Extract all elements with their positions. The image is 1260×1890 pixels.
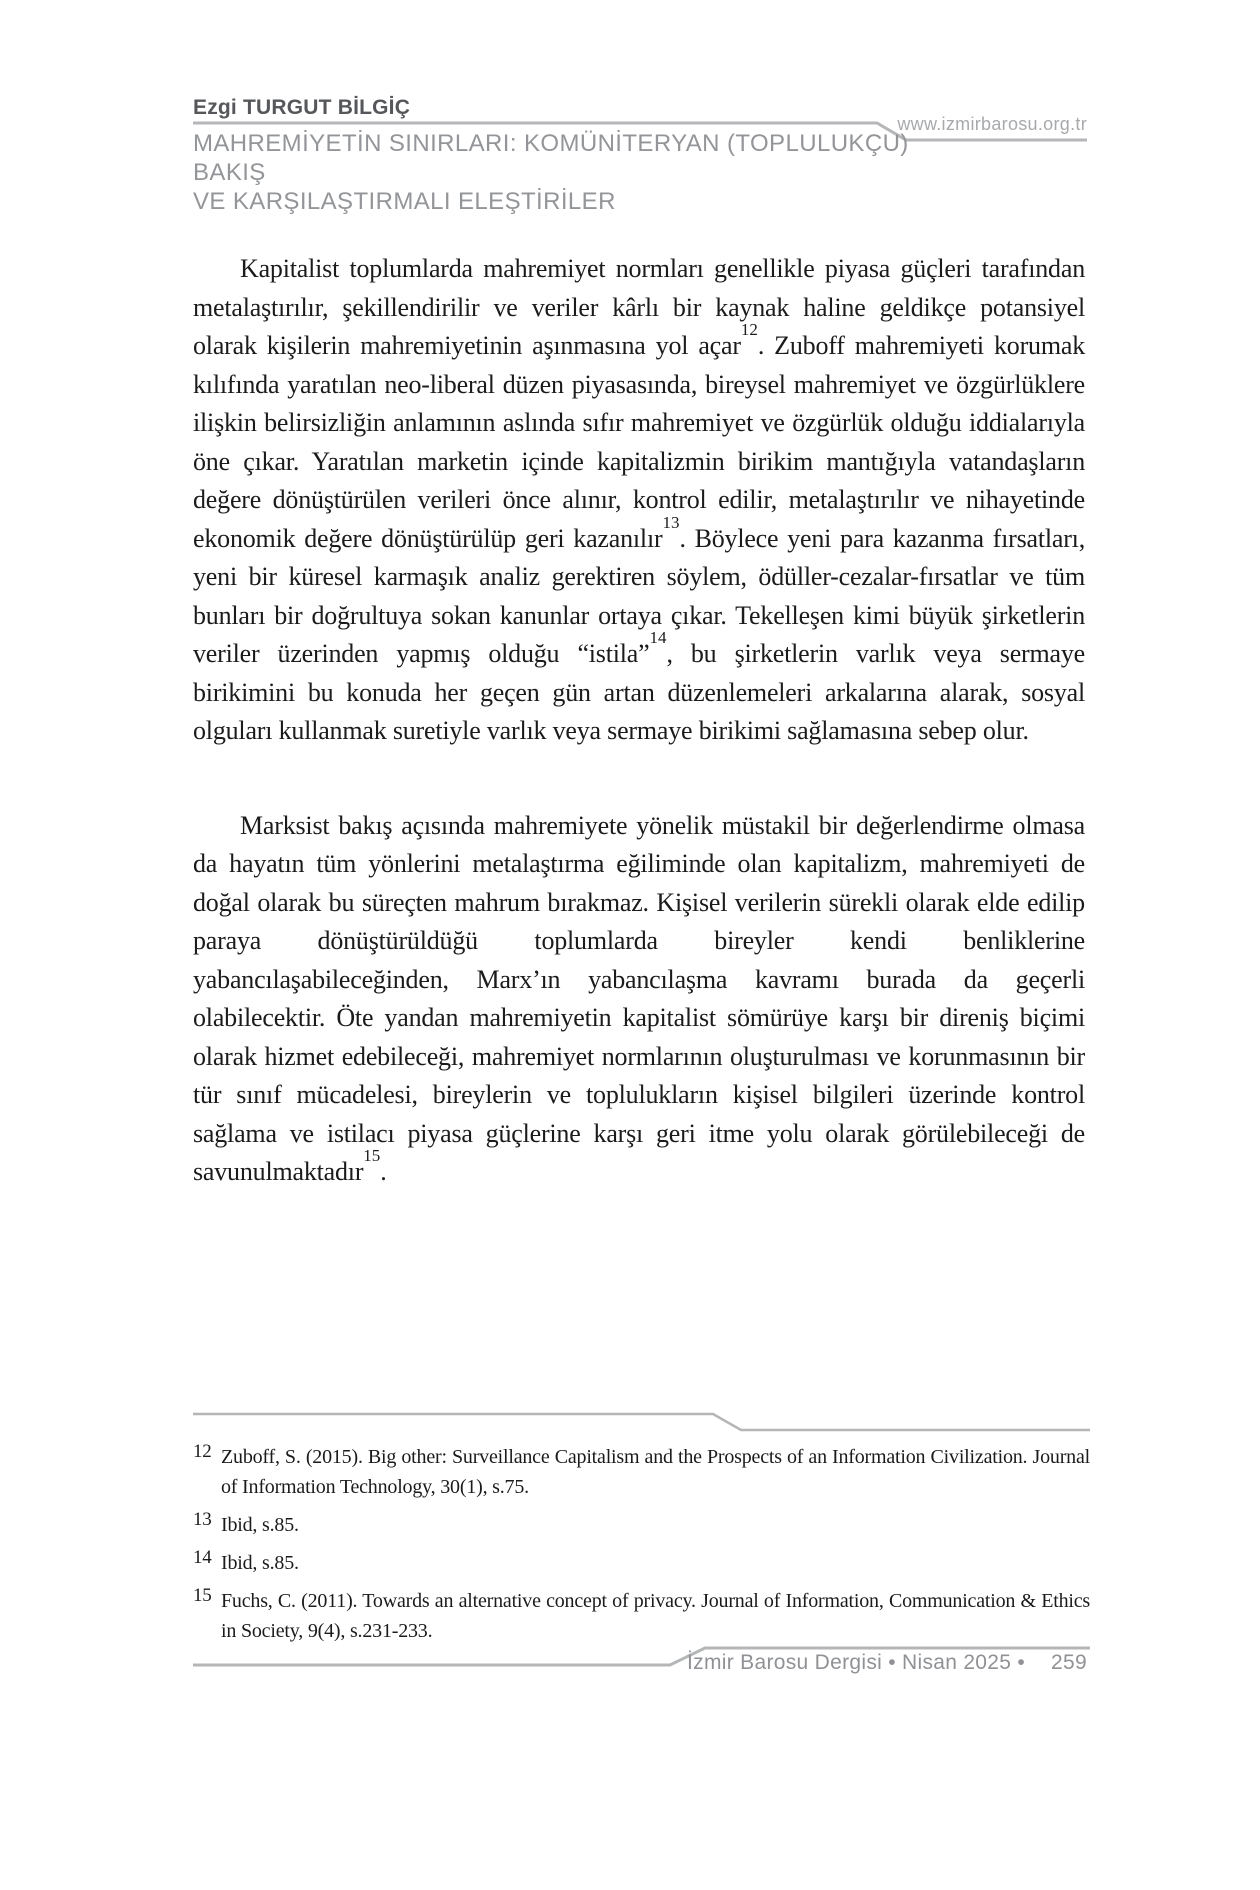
footnote-ref-14: 14 (649, 628, 667, 648)
footnote-number: 13 (193, 1509, 212, 1530)
page-footer (191, 1651, 1087, 1675)
footnote-text: Ibid, s.85. (221, 1514, 299, 1536)
footnote-text: Ibid, s.85. (221, 1552, 299, 1574)
website-url: www.izmirbarosu.org.tr (897, 114, 1087, 134)
footnote-divider-line (191, 1410, 1093, 1434)
paragraph-text: , bu şirketlerin varlık veya sermaye birikimini bu konuda her geçen gün artan düzenlemeleri arkalarına alarak, sosyal olguları kullanmak suretiyle varlık veya sermaye birikimi sağlamasına sebep olur. (193, 639, 1085, 745)
journal-info: İzmir Barosu Dergisi • Nisan 2025 • (687, 1651, 1026, 1674)
article-title-line1: MAHREMİYETİN SINIRLARI: KOMÜNİTERYAN (TOPLULUKÇU) BAKIŞ (193, 130, 909, 186)
author-name: Ezgi TURGUT BİLGİÇ (193, 96, 411, 119)
footnotes-section (193, 1442, 1090, 1654)
footnote-ref-12: 12 (740, 320, 758, 340)
footnote-ref-15: 15 (363, 1146, 381, 1166)
footnote-text: Fuchs, C. (2011). Towards an alternative concept of privacy. Journal of Information, Communication & Ethics in Society, 9(4), s.231-233. (221, 1590, 1090, 1642)
footnote-14 (193, 1548, 1090, 1578)
paragraph-text: Marksist bakış açısında mahremiyete yönelik müstakil bir değerlendirme olmasa da hayatın tüm yönlerini metalaştırma eğiliminde olan kapitalizm, mahremiyeti de doğal olarak bu süreçten mahrum bırakmaz. Kişisel verilerin sürekli olarak elde edilip paraya dönüştürüldüğü toplumlarda bireyler kendi benliklerine yabancılaşabileceğinden, Marx’ın yabancılaşma kavramı burada da geçerli olabilecektir. Öte yandan mahremiyetin kapitalist sömürüye karşı bir direniş biçimi olarak hizmet edebileceği, mahremiyet normlarının oluşturulması ve korunmasının bir tür sınıf mücadelesi, bireylerin ve toplulukların kişisel bilgileri üzerinde kontrol sağlama ve istilacı piyasa güçlerine karşı geri itme yolu olarak görülebileceği de savunulmaktadır (193, 810, 1085, 1186)
body-paragraph-1 (193, 250, 1085, 751)
footnote-13 (193, 1510, 1090, 1540)
footnote-number: 12 (193, 1441, 212, 1462)
paragraph-text: . (380, 1157, 387, 1186)
footnote-12 (193, 1442, 1090, 1502)
footnote-number: 14 (193, 1547, 212, 1568)
paragraph-text: Kapitalist toplumlarda mahremiyet normları genellikle piyasa güçleri tarafından metalaştırılır, şekillendirilir ve veriler kârlı bir kaynak haline geldikçe potansiyel olarak kişilerin mahremiyetinin aşınmasına yol açar (193, 254, 1085, 360)
article-body (193, 250, 1085, 1192)
paragraph-text: . Zuboff mahremiyeti korumak kılıfında yaratılan neo-liberal düzen piyasasında, bireysel mahremiyet ve özgürlüklere ilişkin belirsizliğin anlamının aslında sıfır mahremiyet ve özgürlük olduğu iddialarıyla öne çıkar. Yaratılan marketin içinde kapitalizmin birikim mantığıyla vatandaşların değere dönüştürülen verileri önce alınır, kontrol edilir, metalaştırılır ve nihayetinde ekonomik değere dönüştürülüp geri kazanılır (193, 331, 1085, 553)
paragraph-text: . Böylece yeni para kazanma fırsatları, yeni bir küresel karmaşık analiz gerektiren söylem, ödüller-cezalar-fırsatlar ve tüm bunları bir doğrultuya sokan kanunlar ortaya çıkar. Tekelleşen kimi büyük şirketlerin veriler üzerinden yapmış olduğu “istila” (193, 523, 1085, 668)
article-title (193, 129, 953, 216)
footnote-ref-13: 13 (662, 512, 680, 532)
article-title-line2: VE KARŞILAŞTIRMALI ELEŞTİRİLER (193, 188, 616, 215)
body-paragraph-2 (193, 807, 1085, 1192)
footnote-text: Zuboff, S. (2015). Big other: Surveillance Capitalism and the Prospects of an Information Civilization. Journal of Information Technology, 30(1), s.75. (221, 1446, 1090, 1498)
page-number: 259 (1051, 1651, 1087, 1674)
footnote-number: 15 (193, 1585, 212, 1606)
footnote-15 (193, 1586, 1090, 1646)
